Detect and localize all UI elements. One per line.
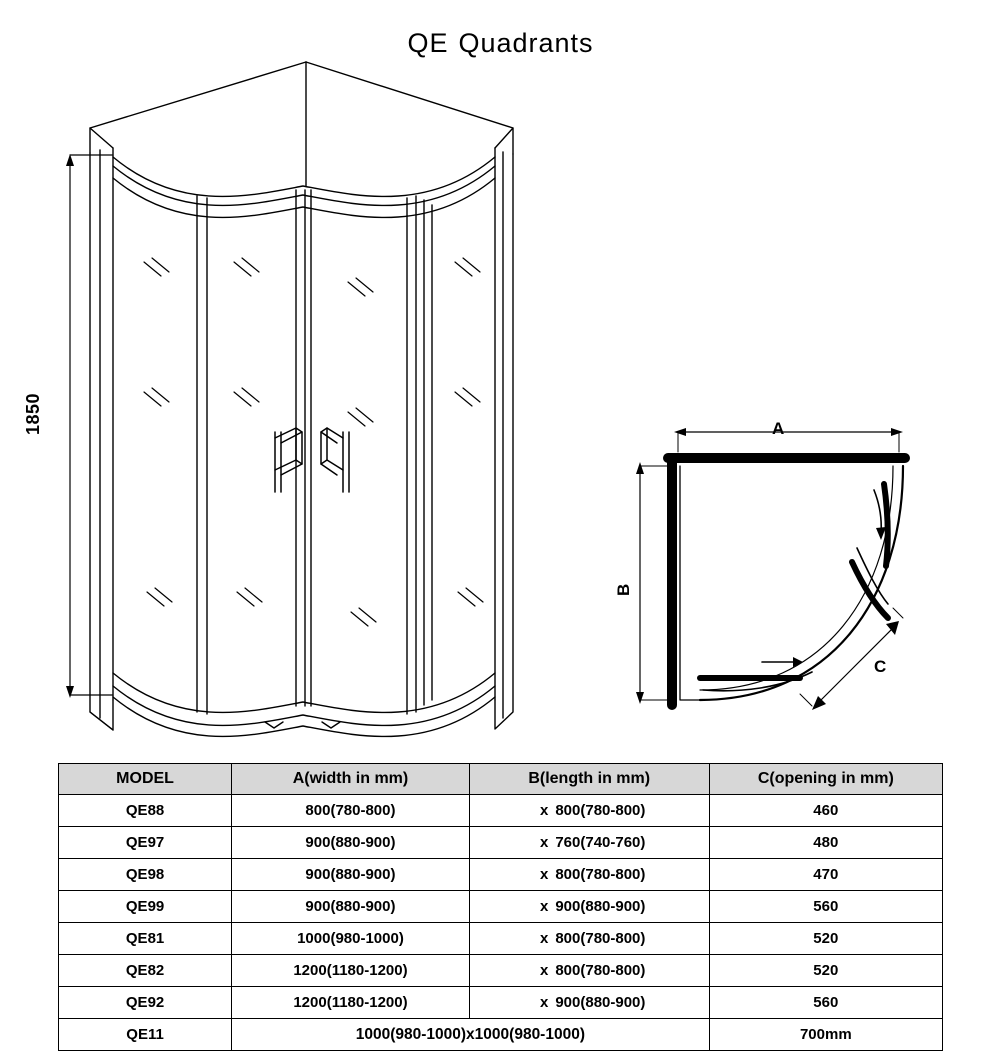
cell-b-value: 800(780-800) bbox=[555, 802, 646, 819]
specification-table bbox=[58, 763, 943, 1051]
table-row bbox=[59, 859, 943, 891]
cell-b-value: 800(780-800) bbox=[555, 866, 646, 883]
cell-a-value: 1000(980-1000) bbox=[297, 930, 404, 947]
glass-panel-dividers bbox=[197, 190, 432, 714]
cell-c: 470 bbox=[709, 859, 942, 891]
cell-a-value: 900(880-900) bbox=[305, 866, 396, 883]
cell-b bbox=[469, 795, 709, 827]
cell-a bbox=[232, 859, 470, 891]
cell-x: x bbox=[539, 930, 549, 947]
cell-model: QE82 bbox=[59, 955, 232, 987]
cell-x: x bbox=[539, 866, 549, 883]
table-row bbox=[59, 955, 943, 987]
cell-a-value: 900(880-900) bbox=[305, 898, 396, 915]
cell-b bbox=[469, 827, 709, 859]
table-row bbox=[59, 1019, 943, 1051]
height-dimension bbox=[66, 154, 112, 698]
table-row bbox=[59, 987, 943, 1019]
bottom-curved-tray bbox=[113, 673, 495, 736]
cell-c: 520 bbox=[709, 923, 942, 955]
dimension-b-label: B bbox=[614, 583, 633, 596]
cell-model: QE92 bbox=[59, 987, 232, 1019]
cell-b-value: 800(780-800) bbox=[555, 930, 646, 947]
table-row bbox=[59, 827, 943, 859]
cell-c: 480 bbox=[709, 827, 942, 859]
page-title-part1: QE bbox=[407, 28, 449, 58]
cell-b-value: 760(740-760) bbox=[555, 834, 646, 851]
cell-b bbox=[469, 955, 709, 987]
dimension-a-label: A bbox=[772, 419, 785, 438]
cell-model: QE88 bbox=[59, 795, 232, 827]
cell-dimensions: 1000(980-1000)x1000(980-1000) bbox=[232, 1019, 709, 1051]
table-row bbox=[59, 795, 943, 827]
cell-b-value: 900(880-900) bbox=[555, 994, 646, 1011]
plan-view bbox=[636, 428, 905, 710]
cell-x: x bbox=[539, 994, 549, 1011]
column-header-c: C(opening in mm) bbox=[709, 764, 942, 795]
cell-x: x bbox=[539, 898, 549, 915]
cell-c: 520 bbox=[709, 955, 942, 987]
cell-b-value: 900(880-900) bbox=[555, 898, 646, 915]
table-row bbox=[59, 923, 943, 955]
column-header-a: A(width in mm) bbox=[232, 764, 470, 795]
cell-model: QE99 bbox=[59, 891, 232, 923]
cell-a-value: 1200(1180-1200) bbox=[293, 994, 408, 1011]
cell-model: QE81 bbox=[59, 923, 232, 955]
cell-c: 560 bbox=[709, 891, 942, 923]
cell-x: x bbox=[539, 834, 549, 851]
door-handle-left bbox=[275, 428, 302, 492]
cell-model: QE11 bbox=[59, 1019, 232, 1051]
cell-c: 560 bbox=[709, 987, 942, 1019]
cell-a bbox=[232, 923, 470, 955]
door-handle-right bbox=[321, 428, 349, 492]
cell-b bbox=[469, 923, 709, 955]
cell-b-value: 800(780-800) bbox=[555, 962, 646, 979]
cell-model: QE98 bbox=[59, 859, 232, 891]
column-header-b: B(length in mm) bbox=[469, 764, 709, 795]
cell-b bbox=[469, 987, 709, 1019]
top-curved-rail bbox=[113, 157, 495, 217]
cell-x: x bbox=[539, 802, 549, 819]
cell-b bbox=[469, 891, 709, 923]
table-header-row bbox=[59, 764, 943, 795]
column-header-model: MODEL bbox=[59, 764, 232, 795]
cell-a bbox=[232, 891, 470, 923]
cell-b bbox=[469, 859, 709, 891]
table-row bbox=[59, 891, 943, 923]
cell-a bbox=[232, 987, 470, 1019]
cell-a bbox=[232, 827, 470, 859]
page-title-part2: Quadrants bbox=[458, 28, 594, 58]
left-wall-post bbox=[90, 148, 113, 730]
back-wall-outline bbox=[90, 62, 513, 186]
cell-c: 460 bbox=[709, 795, 942, 827]
dimension-c-label: C bbox=[874, 657, 887, 676]
cell-x: x bbox=[539, 962, 549, 979]
cell-a bbox=[232, 795, 470, 827]
cell-model: QE97 bbox=[59, 827, 232, 859]
height-dimension-label: 1850 bbox=[23, 392, 43, 435]
right-wall-post bbox=[495, 148, 513, 729]
cell-a bbox=[232, 955, 470, 987]
cell-c: 700mm bbox=[709, 1019, 942, 1051]
cell-a-value: 1200(1180-1200) bbox=[293, 962, 408, 979]
cell-a-value: 900(880-900) bbox=[305, 834, 396, 851]
cell-a-value: 800(780-800) bbox=[305, 802, 396, 819]
